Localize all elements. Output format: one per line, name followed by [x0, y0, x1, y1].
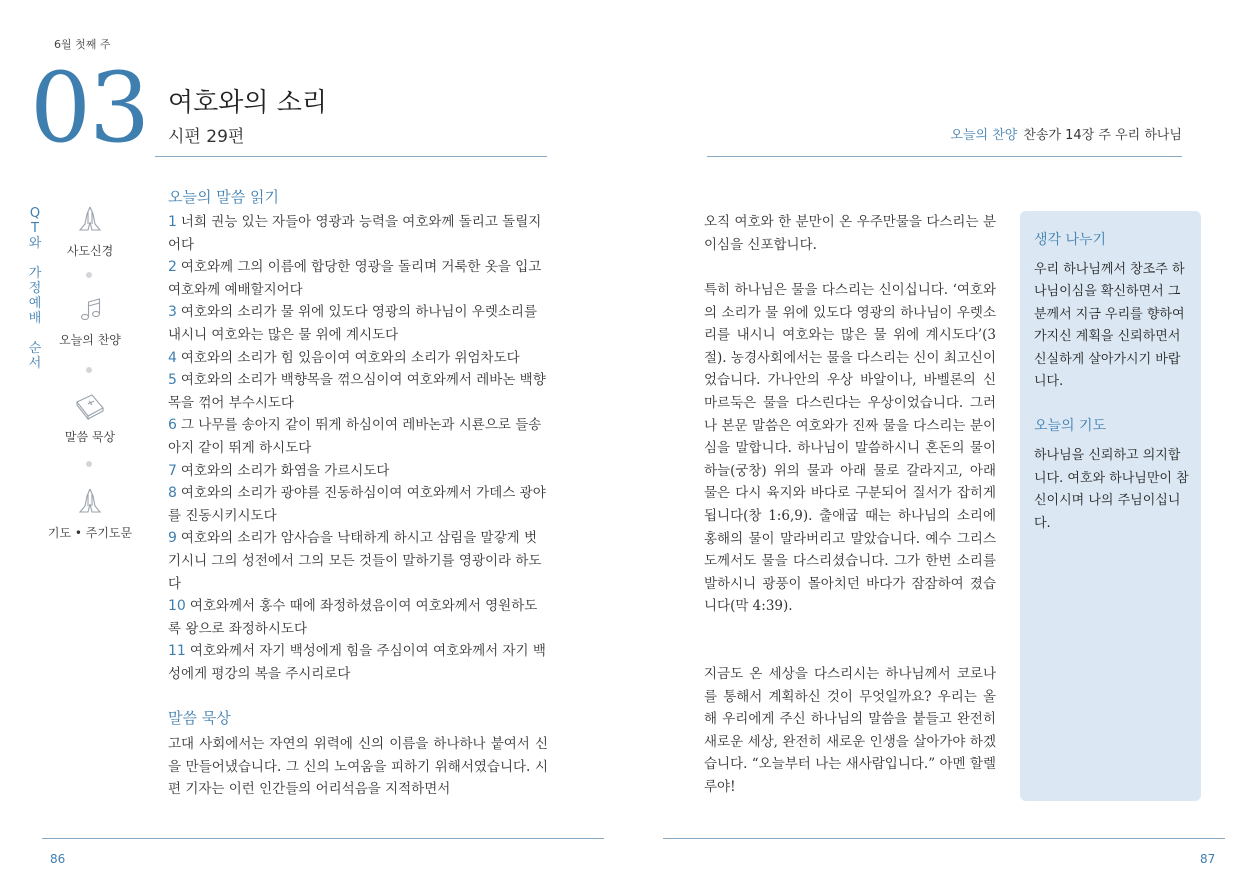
meditation-heading: 말씀 묵상	[168, 709, 231, 727]
divider	[663, 838, 1225, 839]
reading-heading: 오늘의 말씀 읽기	[168, 188, 279, 206]
meditation-intro: 고대 사회에서는 자연의 위력에 신의 이름을 하나하나 붙여서 신을 만들어냈습니다. 그 신의 노여움을 피하기 위해서였습니다. 시편 기자는 이런 인간들의 어리석음을 지적하면서	[168, 736, 548, 798]
verse-item: 2 여호와께 그의 이름에 합당한 영광을 돌리며 거룩한 옷을 입고 여호와께 예배할지어다	[168, 259, 542, 298]
sidebar-dot	[86, 367, 92, 373]
verse-item: 5 여호와의 소리가 백향목을 꺾으심이여 여호와께서 레바논 백향목을 꺾어 부수시도다	[168, 372, 546, 411]
divider	[155, 156, 547, 157]
hymn-text: 찬송가 14장 주 우리 하나님	[1023, 128, 1182, 143]
sharing-text: 우리 하나님께서 창조주 하나님이심을 확신하면서 그분께서 지금 우리를 향하여 가지신 계획을 신뢰하면서 신실하게 살아가시기 바랍니다.	[1034, 262, 1185, 390]
praying-hands-icon	[40, 486, 140, 520]
verse-item: 7 여호와의 소리가 화염을 가르시도다	[168, 462, 390, 479]
todays-hymn	[950, 124, 1182, 143]
sidebar-dot	[86, 461, 92, 467]
verse-item: 6 그 나무를 송아지 같이 뛰게 하심이여 레바논과 시룐으로 들송아지 같이 뛰게 하시도다	[168, 417, 542, 456]
verse-item: 10 여호와께서 홍수 때에 좌정하셨음이여 여호와께서 영원하도록 왕으로 좌정하시도다	[168, 598, 538, 637]
hymn-label: 오늘의 찬양	[950, 128, 1018, 143]
sidebar-dot	[86, 272, 92, 278]
verse-item: 4 여호와의 소리가 힘 있음이여 여호와의 소리가 위엄차도다	[168, 349, 520, 366]
divider	[707, 156, 1182, 157]
verse-item: 3 여호와의 소리가 물 위에 있도다 영광의 하나님이 우렛소리를 내시니 여호와는 많은 물 위에 계시도다	[168, 304, 537, 343]
praying-hands-icon	[40, 204, 140, 238]
sidebar-item-meditation: 말씀 묵상	[40, 392, 140, 445]
reflection-box	[1020, 211, 1201, 801]
sidebar-vertical-label: Q T 와 가 정 예 배 순 서	[28, 206, 42, 371]
week-label: 6월 첫째 주	[54, 38, 111, 51]
verse-item: 11 여호와께서 자기 백성에게 힘을 주심이여 여호와께서 자기 백성에게 평강의 복을 주시리로다	[168, 643, 546, 682]
prayer-text: 하나님을 신뢰하고 의지합니다. 여호와 하나님만이 참 신이시며 나의 주님이십니다.	[1034, 448, 1189, 531]
music-note-icon	[40, 297, 140, 327]
lesson-number: 03	[30, 52, 149, 164]
prayer-heading: 오늘의 기도	[1034, 418, 1107, 435]
divider	[42, 838, 604, 839]
sidebar-item-prayer: 기도 • 주기도문	[40, 486, 140, 541]
bible-book-icon	[40, 392, 140, 424]
lesson-title: 여호와의 소리	[168, 88, 327, 118]
sidebar-item-hymn: 오늘의 찬양	[40, 297, 140, 348]
verse-item: 8 여호와의 소리가 광야를 진동하심이여 여호와께서 가데스 광야를 진동시키시도다	[168, 485, 546, 524]
page-number-left: 86	[50, 852, 66, 866]
meditation-paragraph: 오직 여호와 한 분만이 온 우주만물을 다스리는 분이심을 신포합니다.	[704, 214, 996, 253]
verse-item: 1 너희 권능 있는 자들아 영광과 능력을 여호와께 돌리고 돌릴지어다	[168, 214, 542, 253]
meditation-paragraph: 지금도 온 세상을 다스리시는 하나님께서 코로나를 통해서 계획하신 것이 무엇일까요? 우리는 올해 우리에게 주신 하나님의 말씀을 붙들고 완전히 새로운 세상, 완전히 새로운 인생을 살아가야 하겠습니다. “오늘부터 나는 새사람입니다.” 아멘 할렐루야!	[704, 666, 996, 795]
verse-item: 9 여호와의 소리가 암사슴을 낙태하게 하시고 삼림을 말갛게 벗기시니 그의 성전에서 그의 모든 것들이 말하기를 영광이라 하도다	[168, 530, 542, 592]
verse-list	[168, 211, 548, 685]
lesson-psalm: 시편 29편	[168, 127, 245, 147]
sidebar-item-creed: 사도신경	[40, 204, 140, 259]
sharing-heading: 생각 나누기	[1034, 232, 1107, 248]
meditation-paragraph: 특히 하나님은 물을 다스리는 신이십니다. ‘여호와의 소리가 물 위에 있도다 영광의 하나님이 우렛소리를 내시니 여호와는 많은 물 위에 계시도다’(3절). 농경사회에서는 물을 다스리는 신이 최고신이었습니다. 가나안의 우상 바알이나, 바벨론의 신 마르둑은 물을 다스린다는 우상이었습니다. 그러나 본문 말씀은 여호와가 진짜 물을 다스리는 분이심을 말합니다. 하나님이 말씀하시니 혼돈의 물이 하늘(궁창) 위의 물과 아래 물로 갈라지고, 아래 물은 다시 육지와 바다로 구분되어 질서가 잡히게 됩니다(창 1:6,9). 출애굽 때는 하나님의 소리에 홍해의 물이 말라버리고 말았습니다. 예수 그리스도께서도 물을 다스리셨습니다. 그가 한번 소리를 발하시니 광풍이 몰아치던 바다가 잠잠하여 졌습니다(막 4:39).	[704, 282, 996, 615]
page-number-right: 87	[1200, 852, 1216, 866]
